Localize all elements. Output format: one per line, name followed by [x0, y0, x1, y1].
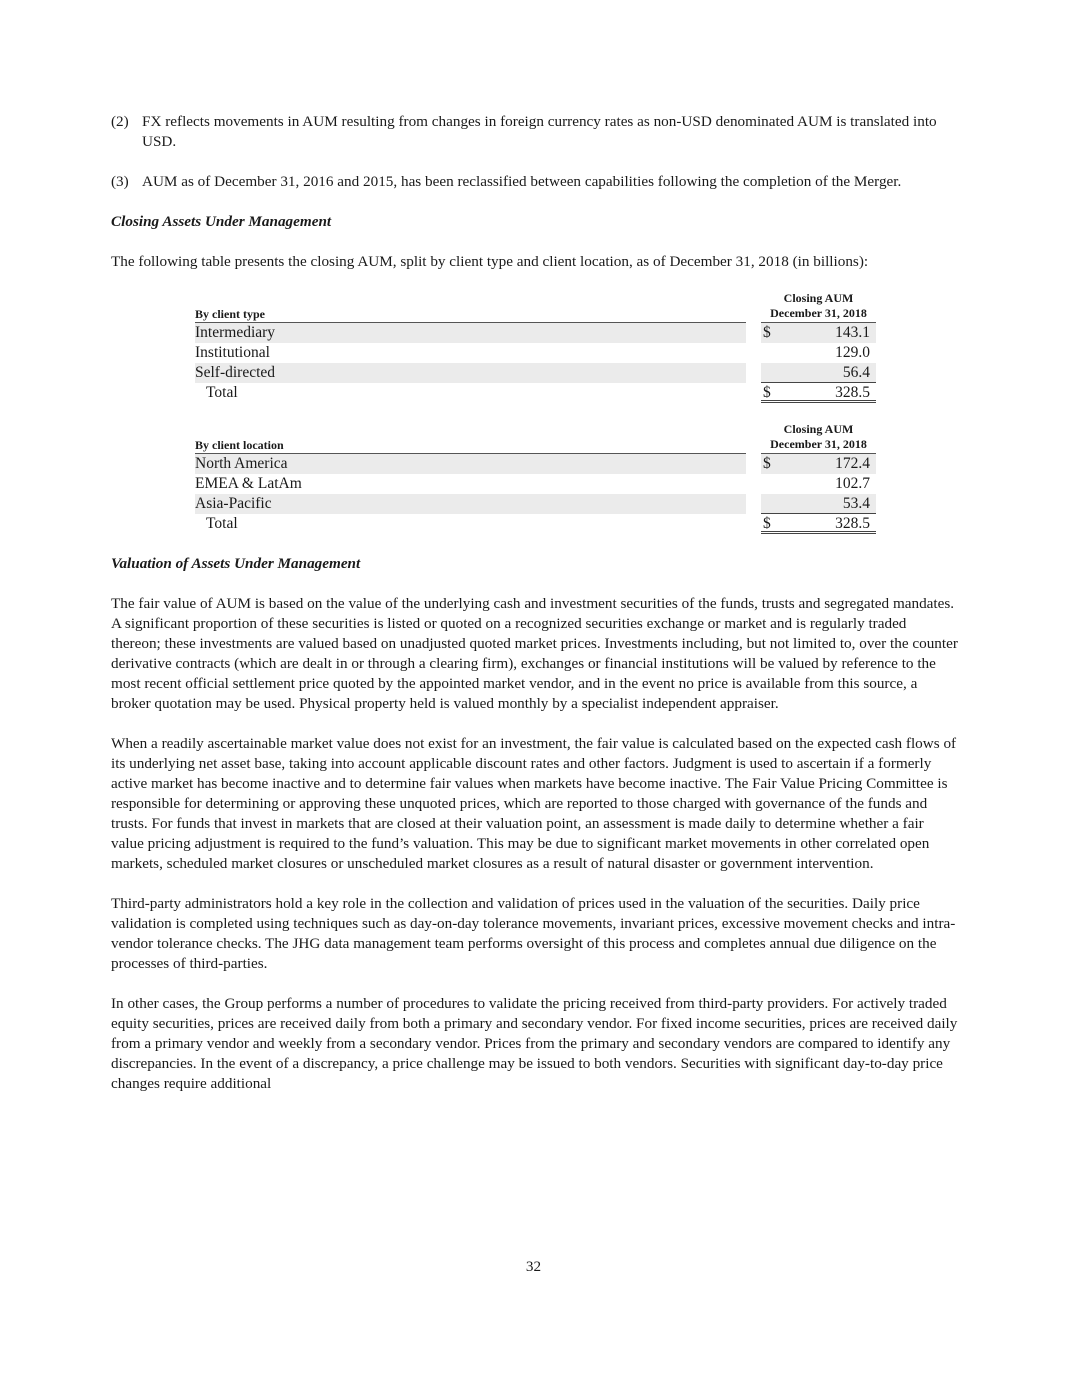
currency-symbol: $ — [763, 384, 771, 401]
footnote-3 — [111, 172, 959, 192]
valuation-paragraph: The fair value of AUM is based on the value of the underlying cash and investment securities of the funds, trusts and segregated mandates. A significant proportion of these securities is listed or quoted on a recognized securities exchange or market and is regularly traded thereon; these investments are valued based on unadjusted quoted market prices. Investments including, but not limited to, over the counter derivative contracts (which are dealt in or through a clearing firm), exchanges or financial institutions will be valued by reference to the most recent official settlement price quoted by the appointed market vendor, and in the event no price is available from this source, a broker quotation may be used. Physical property held is valued monthly by a specialist independent appraiser. — [111, 595, 958, 712]
column-header-line1: Closing AUM — [783, 422, 854, 436]
currency-symbol: $ — [763, 455, 771, 472]
column-header-line2: December 31, 2018 — [770, 437, 867, 451]
row-label: Self-directed — [195, 363, 746, 383]
footnote-text: AUM as of December 31, 2016 and 2015, has been reclassified between capabilities following the completion of the Merger. — [142, 173, 902, 190]
table-client-type — [195, 292, 876, 403]
valuation-paragraph: When a readily ascertainable market value does not exist for an investment, the fair value is calculated based on the expected cash flows of its underlying net asset base, taking into account applicable discount rates and other factors. Judgment is used to ascertain if a formerly active market has become inactive and to determine fair values when markets have become inactive. The Fair Value Pricing Committee is responsible for determining or approving these unquoted prices, which are reported to those charged with governance of the funds and trusts. For funds that invest in markets that are closed at their valuation point, an assessment is made daily to determine whether a fair value pricing adjustment is required to the fund’s valuation. This may be due to significant market movements in other correlated open markets, scheduled market closures or unscheduled market closures as a result of natural disaster or government intervention. — [111, 735, 957, 872]
table-row — [195, 323, 876, 343]
closing-aum-intro: The following table presents the closing AUM, split by client type and client location, as of December 31, 2018 (in billions): — [111, 253, 869, 270]
footnote-number: (3) — [111, 173, 129, 190]
row-value: 102.7 — [835, 475, 870, 492]
currency-symbol — [761, 343, 783, 363]
table-caption: By client location — [195, 438, 746, 454]
table-row — [195, 494, 876, 514]
currency-symbol — [761, 494, 783, 513]
row-value: 129.0 — [835, 344, 870, 361]
table-row — [195, 343, 876, 363]
row-value: 53.4 — [842, 495, 870, 512]
column-header-line2: December 31, 2018 — [770, 306, 867, 320]
column-header — [761, 422, 876, 454]
table-header — [195, 292, 876, 323]
table-header — [195, 423, 876, 454]
table-caption: By client type — [195, 307, 746, 323]
valuation-paragraph: Third-party administrators hold a key role in the collection and validation of prices used in the valuation of the securities. Daily price validation is completed using techniques such as day-on-day tolerance movements, invariant prices, excessive movement checks and intra-vendor tolerance checks. The JHG data management team performs oversight of this process and completes annual due diligence on the processes of third-parties. — [111, 895, 956, 972]
column-header — [761, 291, 876, 323]
table-row — [195, 474, 876, 494]
page-number: 32 — [525, 1258, 542, 1275]
row-label: Asia-Pacific — [195, 494, 746, 514]
total-value: 328.5 — [835, 384, 870, 401]
valuation-paragraph: In other cases, the Group performs a number of procedures to validate the pricing received from third-party providers. For actively traded equity securities, prices are received daily from both a primary and secondary vendor. For fixed income securities, prices are received daily from a primary vendor and weekly from a secondary vendor. Prices from the primary and secondary vendors are compared to identify any discrepancies. In the event of a discrepancy, a price challenge may be issued to both vendors. Securities with significant day-to-day price changes require additional — [111, 995, 958, 1092]
currency-symbol: $ — [763, 515, 771, 532]
total-label: Total — [206, 384, 238, 401]
closing-aum-heading: Closing Assets Under Management — [111, 213, 332, 230]
total-label: Total — [206, 515, 238, 532]
table-total-row — [195, 383, 876, 403]
table-row — [195, 454, 876, 474]
table-client-location — [195, 423, 876, 534]
page-content — [111, 112, 959, 1114]
footnote-number: (2) — [111, 113, 129, 130]
row-label: Intermediary — [195, 323, 746, 343]
table-total-row — [195, 514, 876, 534]
table-row — [195, 363, 876, 383]
row-value: 172.4 — [835, 455, 870, 472]
row-label: Institutional — [195, 344, 270, 361]
currency-symbol — [761, 474, 783, 494]
currency-symbol: $ — [763, 324, 771, 341]
total-value: 328.5 — [835, 515, 870, 532]
valuation-heading: Valuation of Assets Under Management — [111, 555, 361, 572]
currency-symbol — [761, 363, 783, 382]
column-header-line1: Closing AUM — [783, 291, 854, 305]
row-label: EMEA & LatAm — [195, 475, 302, 492]
footnote-2 — [111, 112, 959, 152]
row-value: 56.4 — [842, 364, 870, 381]
row-label: North America — [195, 454, 746, 474]
row-value: 143.1 — [835, 324, 870, 341]
footnote-text: FX reflects movements in AUM resulting from changes in foreign currency rates as non-USD denominated AUM is translated into USD. — [142, 113, 937, 150]
